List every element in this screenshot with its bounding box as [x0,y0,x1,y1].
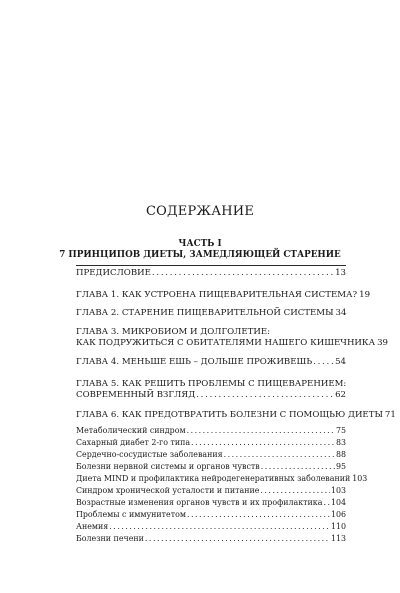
dot-leader [196,390,334,401]
toc-subentry-text: Диета MIND и профилактика нейродегенеративных заболеваний [76,474,351,483]
dot-leader [109,522,330,532]
toc-entry [76,327,389,349]
toc-entry-page: 34 [335,308,347,318]
toc-subentry-page: 75 [335,426,346,435]
toc-subentry-text: Анемия [76,522,109,531]
toc-subentry [76,462,346,472]
toc-subentry [76,522,346,532]
toc-entry-page: 54 [335,357,346,367]
toc-subentry-page: 110 [330,522,346,531]
dot-leader [323,498,329,508]
toc-entry-text-line1: ГЛАВА 5. КАК РЕШИТЬ ПРОБЛЕМЫ С ПИЩЕВАРЕНИЕМ: [76,379,347,389]
dot-leader [191,438,335,448]
toc-subentry-page: 83 [335,438,346,447]
dot-leader [187,426,335,436]
toc-subentry [76,486,346,496]
toc-entry [76,290,371,301]
toc-entry [76,379,346,401]
toc-entry [76,357,346,368]
toc-entry-text: ГЛАВА 6. КАК ПРЕДОТВРАТИТЬ БОЛЕЗНИ С ПОМОЩЬЮ ДИЕТЫ [76,410,383,420]
toc-entry-text: КАК ПОДРУЖИТЬСЯ С ОБИТАТЕЛЯМИ НАШЕГО КИШЕЧНИКА [76,338,376,348]
toc-subentry-text: Синдром хронической усталости и питание [76,486,260,495]
toc-entry-page: 39 [377,338,389,348]
toc-subentry-page: 106 [330,510,346,519]
toc-entry [76,268,346,279]
dot-leader [313,357,334,368]
toc-subentry-page: 103 [352,474,368,483]
toc-subentry [76,450,346,460]
dot-leader [187,510,330,520]
divider-rule [76,265,346,266]
toc-entry-text-line1: ГЛАВА 3. МИКРОБИОМ И ДОЛГОЛЕТИЕ: [76,327,271,337]
toc-entry [76,308,346,319]
toc-entry-text: ГЛАВА 1. КАК УСТРОЕНА ПИЩЕВАРИТЕЛЬНАЯ СИСТЕМА? [76,290,358,300]
toc-subentry-text: Метаболический синдром [76,426,186,435]
part-title: 7 ПРИНЦИПОВ ДИЕТЫ, ЗАМЕДЛЯЮЩЕЙ СТАРЕНИЕ [59,250,341,260]
toc-subentry-page: 104 [330,498,346,507]
dot-leader [152,268,334,279]
part-label: ЧАСТЬ I [178,239,222,249]
toc-subentry-text: Сахарный диабет 2-го типа [76,438,191,447]
toc-entry-text: ГЛАВА 2. СТАРЕНИЕ ПИЩЕВАРИТЕЛЬНОЙ СИСТЕМЫ [76,308,334,318]
toc-subentry-page: 95 [335,462,346,471]
toc-entry-text: СОВРЕМЕННЫЙ ВЗГЛЯД [76,390,196,400]
toc-subentry [76,534,346,544]
toc-subentry-page: 113 [330,534,346,543]
toc-subentry-text: Болезни печени [76,534,144,543]
toc-entry-page: 19 [359,290,371,300]
dot-leader [145,534,330,544]
dot-leader [260,486,330,496]
toc-entry-page: 71 [384,410,396,420]
toc-entry-page: 13 [335,268,346,278]
toc-subentry [76,474,368,484]
toc-subentry-text: Болезни нервной системы и органов чувств [76,462,260,471]
toc-entry-line2 [76,338,389,349]
toc-subentry-text: Сердечно-сосудистые заболевания [76,450,223,459]
toc-subentry [76,498,346,508]
toc-entry-page: 62 [335,390,346,400]
toc-subentry [76,426,346,436]
toc-subentry-text: Возрастные изменения органов чувств и их профилактика [76,498,323,507]
toc-title: СОДЕРЖАНИЕ [145,204,255,219]
dot-leader [261,462,335,472]
toc-subentry-text: Проблемы с иммунитетом [76,510,186,519]
toc-subentry [76,510,346,520]
toc-entry-text: ГЛАВА 4. МЕНЬШЕ ЕШЬ – ДОЛЬШЕ ПРОЖИВЕШЬ [76,357,313,367]
dot-leader [224,450,335,460]
toc-subentry-page: 88 [335,450,346,459]
toc-entry-text: ПРЕДИСЛОВИЕ [76,268,151,278]
toc-subentry-page: 103 [330,486,346,495]
toc-entry [76,410,396,421]
toc-entry-line2 [76,390,346,401]
toc-subentry [76,438,346,448]
